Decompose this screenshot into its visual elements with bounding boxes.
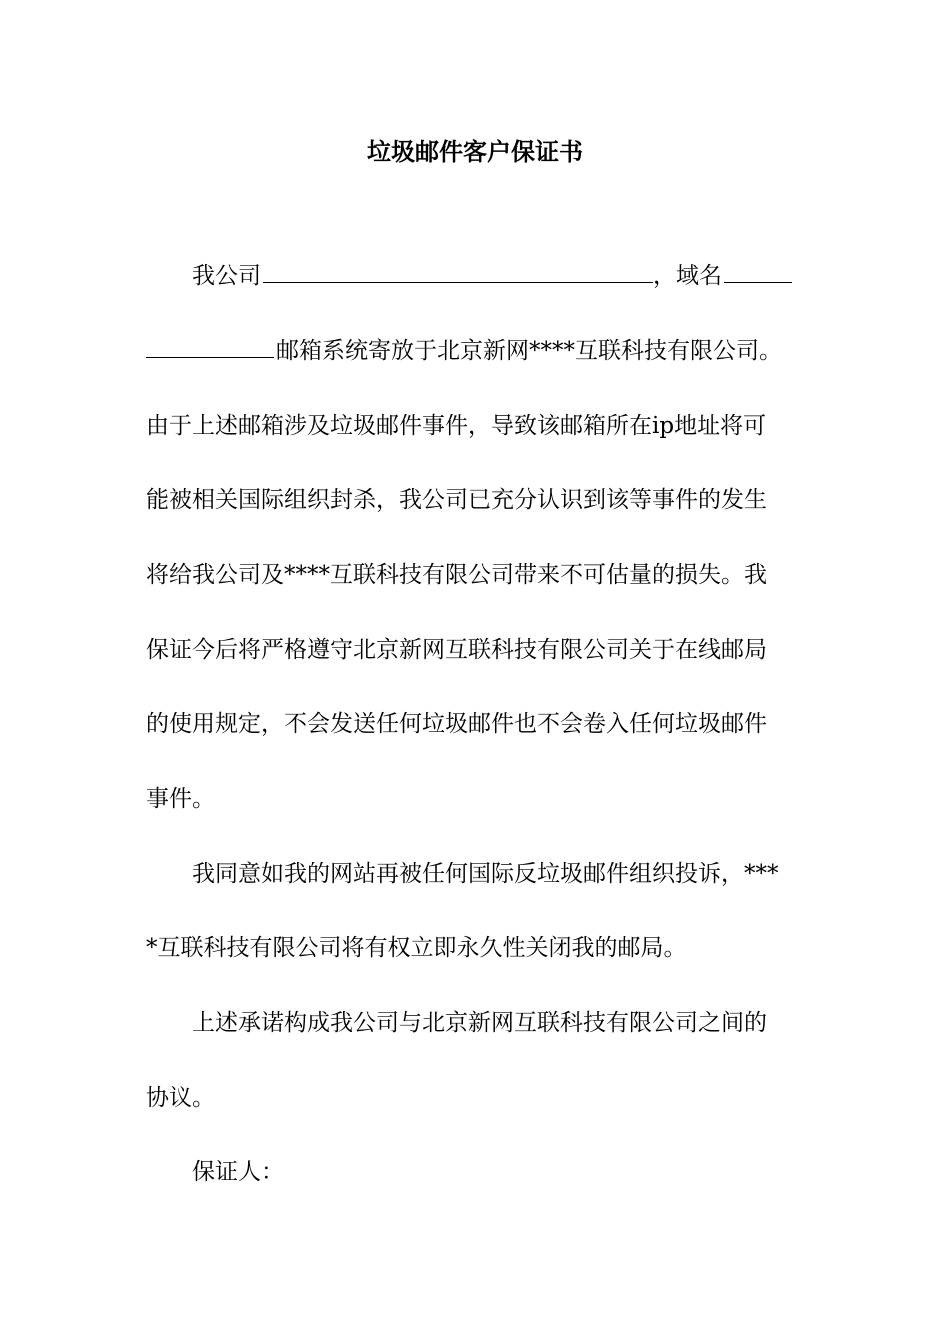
paragraph-1-line-4: 能被相关国际组织封杀，我公司已充分认识到该等事件的发生 [146,487,767,513]
domain-name-blank-part-1[interactable] [724,260,792,283]
paragraph-1-line-3: 由于上述邮箱涉及垃圾邮件事件，导致该邮箱所在ip地址将可 [146,413,767,439]
paragraph-1-line-7: 的使用规定，不会发送任何垃圾邮件也不会卷入任何垃圾邮件 [146,711,767,737]
paragraph-1-line-2 [146,333,782,369]
mail-system-text: 邮箱系统寄放于北京新网****互联科技有限公司。 [276,338,782,364]
guarantor-label: 保证人： [192,1159,284,1185]
company-label: 我公司 [192,263,261,289]
domain-label: ，域名 [653,263,722,289]
domain-name-blank-part-2[interactable] [146,335,274,358]
document-title: 垃圾邮件客户保证书 [367,137,583,166]
paragraph-2-line-1: 我同意如我的网站再被任何国际反垃圾邮件组织投诉，*** [192,861,779,887]
paragraph-3-line-2: 协议。 [146,1085,215,1111]
paragraph-3-line-1: 上述承诺构成我公司与北京新网互联科技有限公司之间的 [192,1010,767,1036]
paragraph-1-line-6: 保证今后将严格遵守北京新网互联科技有限公司关于在线邮局 [146,637,767,663]
paragraph-1-line-5: 将给我公司及****互联科技有限公司带来不可估量的损失。我 [146,562,767,588]
paragraph-1-line-1 [192,258,792,294]
company-name-blank[interactable] [263,260,653,283]
paragraph-1-line-8: 事件。 [146,786,215,812]
paragraph-2-line-2: *互联科技有限公司将有权立即永久性关闭我的邮局。 [146,935,687,961]
